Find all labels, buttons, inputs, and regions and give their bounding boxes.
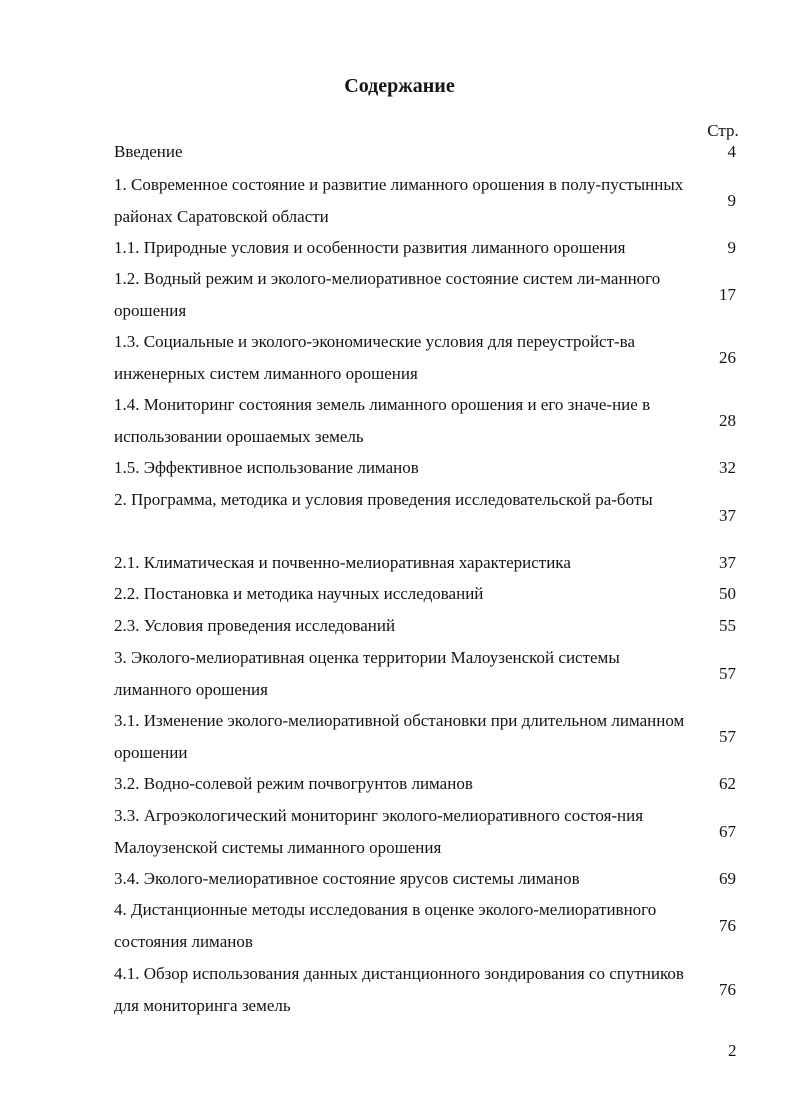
toc-entry-page: 76 (719, 915, 736, 935)
toc-entry (114, 452, 754, 484)
toc-entry (114, 326, 754, 389)
toc-entry (114, 484, 754, 525)
toc-entry-title: 1.2. Водный режим и эколого-мелиоративное состояние систем ли-манного орошения (114, 269, 661, 320)
toc-entry-title: 1.1. Природные условия и особенности развития лиманного орошения (114, 238, 626, 257)
toc-entry-page: 9 (727, 190, 736, 210)
toc-entry-page: 76 (719, 979, 736, 999)
toc-entry-page: 32 (719, 458, 736, 477)
toc-entry-title: 3.3. Агроэкологический мониторинг эколого-мелиоративного состоя-ния Малоузенской системы лиманного орошения (114, 806, 644, 857)
toc-entry (114, 894, 754, 957)
toc-entry (114, 578, 754, 610)
toc-entry-page: 17 (719, 284, 736, 304)
toc-entry (114, 169, 754, 232)
toc-entry-title: 2. Программа, методика и условия проведения исследовательской ра-боты (114, 490, 653, 509)
toc-entry (114, 642, 754, 705)
toc-entry (114, 136, 754, 168)
toc-entry-page: 57 (719, 663, 736, 683)
toc-entry-page: 62 (719, 774, 736, 793)
toc-entry-page: 37 (719, 505, 736, 525)
toc-entry-page: 37 (719, 553, 736, 572)
toc-entry-page: 67 (719, 821, 736, 841)
toc-entry-title: 3. Эколого-мелиоративная оценка территории Малоузенской системы лиманного орошения (114, 648, 620, 699)
toc-entry-page: 26 (719, 347, 736, 367)
toc-entry-title: 1.5. Эффективное использование лиманов (114, 458, 419, 477)
toc-entry (114, 610, 754, 642)
toc-entry-page: 57 (719, 726, 736, 746)
toc-entry (114, 547, 754, 579)
toc-entry-page: 9 (727, 238, 736, 257)
toc-entry-page: 4 (727, 142, 736, 161)
toc-entry (114, 768, 754, 800)
toc-entry-title: 1. Современное состояние и развитие лиманного орошения в полу-пустынных районах Саратовской области (114, 175, 684, 226)
toc-entry-title: 3.4. Эколого-мелиоративное состояние ярусов системы лиманов (114, 869, 580, 888)
toc-entry-page: 28 (719, 410, 736, 430)
toc-entry-title: Введение (114, 142, 183, 161)
toc-entry-title: 4. Дистанционные методы исследования в оценке эколого-мелиоративного состояния лиманов (114, 900, 657, 951)
toc-entry (114, 863, 754, 895)
toc-entry-title: 2.3. Условия проведения исследований (114, 616, 396, 635)
toc-entry (114, 705, 754, 768)
toc-entry (114, 958, 754, 1021)
toc-entry-title: 2.1. Климатическая и почвенно-мелиоративная характеристика (114, 553, 571, 572)
toc-entry-title: 3.2. Водно-солевой режим почвогрунтов лиманов (114, 774, 473, 793)
toc-entry-title: 1.4. Мониторинг состояния земель лиманного орошения и его значе-ние в использовании орошаемых земель (114, 395, 651, 446)
page-title: Содержание (344, 75, 455, 97)
toc-entry-title: 1.3. Социальные и эколого-экономические условия для переустройст-ва инженерных систем лиманного орошения (114, 332, 636, 383)
toc-entry (114, 800, 754, 863)
toc-entry-title: 2.2. Постановка и методика научных исследований (114, 584, 484, 603)
toc-entry-title: 4.1. Обзор использования данных дистанционного зондирования со спутников для мониторинга земель (114, 964, 684, 1015)
toc-entry (114, 389, 754, 452)
page-number: 2 (728, 1041, 737, 1060)
page-column-header: Стр. (707, 121, 739, 140)
toc-entry (114, 263, 754, 326)
toc-entry-page: 69 (719, 869, 736, 888)
toc-entry-title: 3.1. Изменение эколого-мелиоративной обстановки при длительном лиманном орошении (114, 711, 685, 762)
toc-entry-page: 55 (719, 616, 736, 635)
toc-entry (114, 232, 754, 264)
toc-entry-page: 50 (719, 584, 736, 603)
